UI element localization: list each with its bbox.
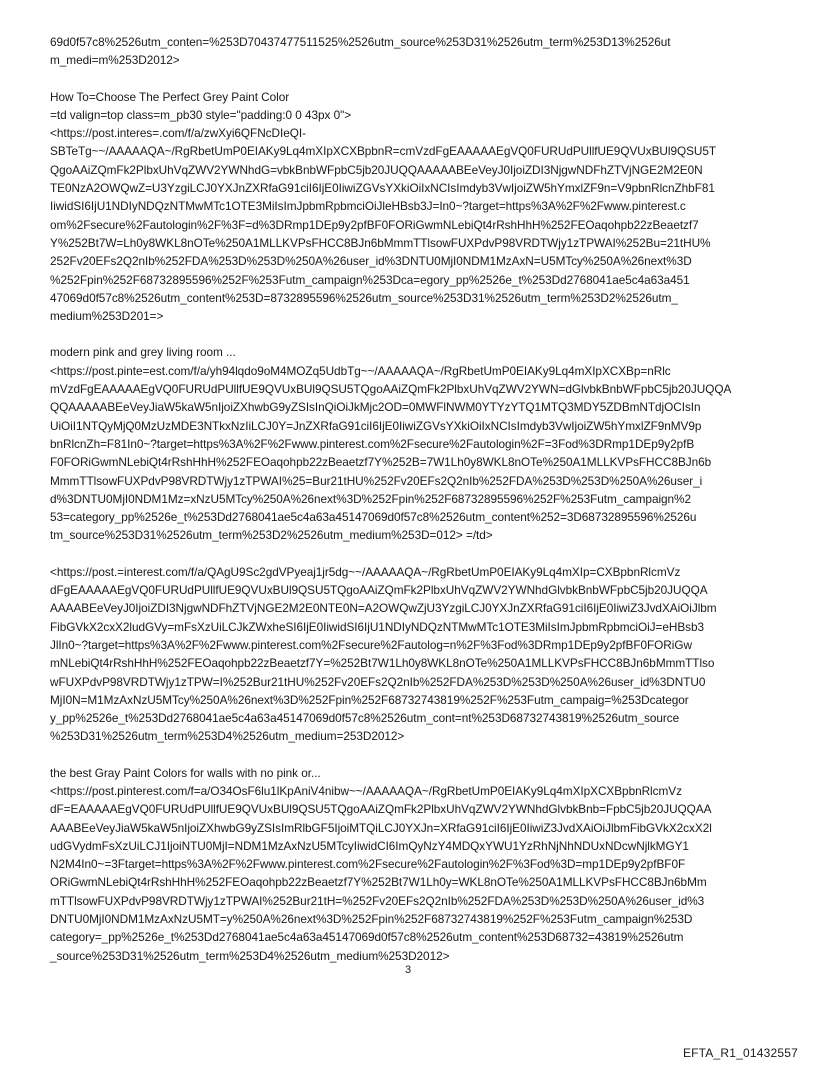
text-line: mNLebiQt4rRshHhH%252FEOaqohpb22zBeaetzf7Y=%252Bt7W1Lh0y8WKL8nOTe%250A1MLLKVPsFHCC8BJn6bMmmTTlso [50,656,715,671]
paragraph-gap [50,70,768,88]
text-line: mVzdFgEAAAAAEgVQ0FURUdPUllfUE9QVUxBUl9QSU5TQgoAAiZQmFk2PlbxUhVqZWV2YWN=dGlvbkBnbWFpbC5jb20JUQQA [50,382,732,397]
text-line: y_pp%2526e_t%253Dd2768041ae5c4a63a45147069d0f57c8%2526utm_cont=nt%253D68732743819%2526utm_source [50,711,680,726]
page-number: 3 [404,964,412,976]
text-line: category=_pp%2526e_t%253Dd2768041ae5c4a63a45147069d0f57c8%2526utm_content%253D68732=43819%2526utm [50,930,684,945]
text-line: 53=category_pp%2526e_t%253Dd2768041ae5c4a63a45147069d0f57c8%2526utm_content%252=3D68732895596%2526u [50,510,697,525]
text-line: the best Gray Paint Colors for walls with no pink or... [50,765,321,780]
text-line: <https://post.=interest.com/f/a/QAgU9Sc2gdVPyeaj1jr5dg~~/AAAAAQA~/RgRbetUmP0EIAKy9Lq4mXIp=CXBpbnRlcmVz [50,564,681,579]
text-line: F0FORiGwmNLebiQt4rRshHhH%252FEOaqohpb22zBeaetzf7Y%252B=7W1Lh0y8WKL8nOTe%250A1MLLKVPsFHCC8BJn6b [50,455,712,470]
text-line: dFgEAAAAAEgVQ0FURUdPUllfUE9QVUxBUl9QSU5TQgoAAiZQmFk2PlbxUhVqZWV2YWNhdGlvbkBnbWFpbC5jb20JUQQA [50,583,708,598]
text-line: UiOiI1NTQyMjQ0MzUzMDE3NTkxNzIiLCJ0Y=JnZXRfaG91ciI6IjE0IiwiZGVsYXkiOiIxNCIsImdyb3VwIjoiZW5hYmxlZF9nMV9p [50,418,702,433]
text-line: FibGVkX2cxX2ludGVy=mFsXzUiLCJkZWxheSI6IjE0IiwidSI6IjU1NDIyNDQzNTMwMTc1OTE3MiIsImJpbmRpbmciOiJ=eHBsb3 [50,619,705,634]
text-line: tm_source%253D31%2526utm_term%253D2%2526utm_medium%253D=012> =/td> [50,528,493,543]
text-line: m_medi=m%253D2012> [50,53,180,68]
text-line: N2M4In0~=3Ftarget=https%3A%2F%2Fwww.pinterest.com%2Fsecure%2Fautologin%2F%3Fod%3D=mp1DEp9y2pfBF0F [50,857,686,872]
text-line: AAAABEeVeyJ0IjoiZDI3NjgwNDFhZTVjNGE2M2E0NTE0N=A2OWQwZjU3YzgiLCJ0YXJnZXRfaG91ciI6IjE0IiwiZ3JvdXAiOiJlbm [50,601,717,616]
text-line: IiwidSI6IjU1NDIyNDQzNTMwMTc1OTE3MiIsImJpbmRpbmciOiJleHBsb3J=In0~?target=https%3A%2F%2Fwww.pinterest.c [50,199,686,214]
text-line: modern pink and grey living room ... [50,345,236,360]
text-line: QgoAAiZQmFk2PlbxUhVqZWV2YWNhdG=vbkBnbWFpbC5jb20JUQQAAAAABEeVeyJ0IjoiZDI3NjgwNDFhZTVjNGE2M2E0N [50,162,703,177]
text-line: d%3DNTU0MjI0NDM1Mz=xNzU5MTcy%250A%26next%3D%252Fpin%252F68732895596%252F%253Futm_campaign%2 [50,491,692,506]
text-line: TE0NzA2OWQwZ=U3YzgiLCJ0YXJnZXRfaG91ciI6IjE0IiwiZGVsYXkiOiIxNCIsImdyb3VwIjoiZW5hYmxlZF9n=V9pbnRlcnZhbF81 [50,181,715,196]
text-line: JlIn0~?target=https%3A%2F%2Fwww.pinterest.com%2Fsecure%2Fautolog=n%2F%3Fod%3DRmp1DEp9y2pfBF0FORiGw [50,637,692,652]
text-line: AAABEeVeyJiaW5kaW5nIjoiZXhwbG9yZSIsImRlbGF5IjoiMTQiLCJ0YXJn=XRfaG91ciI6IjE0IiwiZ3JvdXAiOiJlbmFibGVkX2cxX2l [50,820,712,835]
text-line: %253D31%2526utm_term%253D4%2526utm_medium=253D2012> [50,729,405,744]
document-body [50,33,768,965]
text-line: om%2Fsecure%2Fautologin%2F%3F=d%3DRmp1DEp9y2pfBF0FORiGwmNLebiQt4rRshHhH%252FEOaqohpb22zBeaetzf7 [50,217,699,232]
text-line: How To=Choose The Perfect Grey Paint Color [50,89,290,104]
text-line: wFUXPdvP98VRDTWjy1zTPW=I%252Bur21tHU%252Fv20EFs2Q2nIb%252FDA%253D%253D%250A%26user_id%3DNTU0 [50,674,706,689]
text-line: udGVydmFsXzUiLCJ1IjoiNTU0MjI=NDM1MzAxNzU5MTcyIiwidCI6ImQyNzY4MDQxYWU1YzRhNjNhNDUxNDcwNjlkMGY1 [50,838,689,853]
text-line: <https://post.pinterest.com/f=a/O34OsF6lu1lKpAniV4nibw~~/AAAAAQA~/RgRbetUmP0EIAKy9Lq4mXIpXCXBpbnRlcmVz [50,783,682,798]
paragraph-gap [50,545,768,563]
text-line: DNTU0MjI0NDM1MzAxNzU5MT=y%250A%26next%3D%252Fpin%252F68732743819%252F%253Futm_campaign%253D [50,912,693,927]
text-line: mTTlsowFUXPdvP98VRDTWjy1zTPWAI%252Bur21tH=%252Fv20EFs2Q2nIb%252FDA%253D%253D%250A%26user_id%3 [50,893,705,908]
text-line: ORiGwmNLebiQt4rRshHhH%252FEOaqohpb22zBeaetzf7Y%252Bt7W1Lh0y=WKL8nOTe%250A1MLLKVPsFHCC8BJn6bMm [50,875,707,890]
text-line: Y%252Bt7W=Lh0y8WKL8nOTe%250A1MLLKVPsFHCC8BJn6bMmmTTlsowFUXPdvP98VRDTWjy1zTPWAI%252Bu=21tHU% [50,235,711,250]
text-line: medium%253D201=> [50,309,164,324]
text-line: %252Fpin%252F68732895596%252F%253Futm_campaign%253Dca=egory_pp%2526e_t%253Dd2768041ae5c4a63a451 [50,272,690,287]
bates-number: EFTA_R1_01432557 [682,1046,798,1060]
paragraph-gap [50,325,768,343]
text-line: <https://post.pinte=est.com/f/a/yh94lqdo9oM4MOZq5UdbTg~~/AAAAAQA~/RgRbetUmP0EIAKy9Lq4mXIpXCXBp=nRlc [50,363,671,378]
text-line: 47069d0f57c8%2526utm_content%253D=8732895596%2526utm_source%253D31%2526utm_term%253D2%2526utm_ [50,290,678,305]
text-line: 252Fv20EFs2Q2nIb%252FDA%253D%253D%250A%26user_id%3DNTU0MjI0NDM1MzAxN=U5MTcy%250A%26next%3D [50,254,692,269]
text-line: <https://post.interes=.com/f/a/zwXyi6QFNcDIeQI- [50,126,306,141]
paragraph-gap [50,746,768,764]
text-line: dF=EAAAAAEgVQ0FURUdPUllfUE9QVUxBUl9QSU5TQgoAAiZQmFk2PlbxUhVqZWV2YWNhdGlvbkBnb=FpbC5jb20JUQQAA [50,802,712,817]
text-line: 69d0f57c8%2526utm_conten=%253D70437477511525%2526utm_source%253D31%2526utm_term%253D13%2526ut [50,35,671,49]
text-line: bnRlcnZh=F81In0~?target=https%3A%2F%2Fwww.pinterest.com%2Fsecure%2Fautologin%2F=3Fod%3DRmp1DEp9y2pfB [50,436,695,451]
text-line: MmmTTlsowFUXPdvP98VRDTWjy1zTPWAI%25=Bur21tHU%252Fv20EFs2Q2nIb%252FDA%253D%253D%250A%26user_i [50,473,703,488]
text-line: MjI0N=M1MzAxNzU5MTcy%250A%26next%3D%252Fpin%252F68732743819%252F%253Futm_campaig=%253Dcategor [50,692,689,707]
text-line: QQAAAAABEeVeyJiaW5kaW5nIjoiZXhwbG9yZSIsInQiOiJkMjc2OD=0MWFlNWM0YTYzYTQ1MTQ3MDY5ZDBmNTdjOCIsIn [50,400,701,415]
text-line: _source%253D31%2526utm_term%253D4%2526utm_medium%253D2012> [50,948,450,963]
text-line: SBTeTg~~/AAAAAQA~/RgRbetUmP0EIAKy9Lq4mXIpXCXBpbnR=cmVzdFgEAAAAAEgVQ0FURUdPUllfUE9QVUxBUl9QSU5T [50,144,717,159]
text-line: =td valign=top class=m_pb30 style="padding:0 0 43px 0"> [50,107,352,122]
